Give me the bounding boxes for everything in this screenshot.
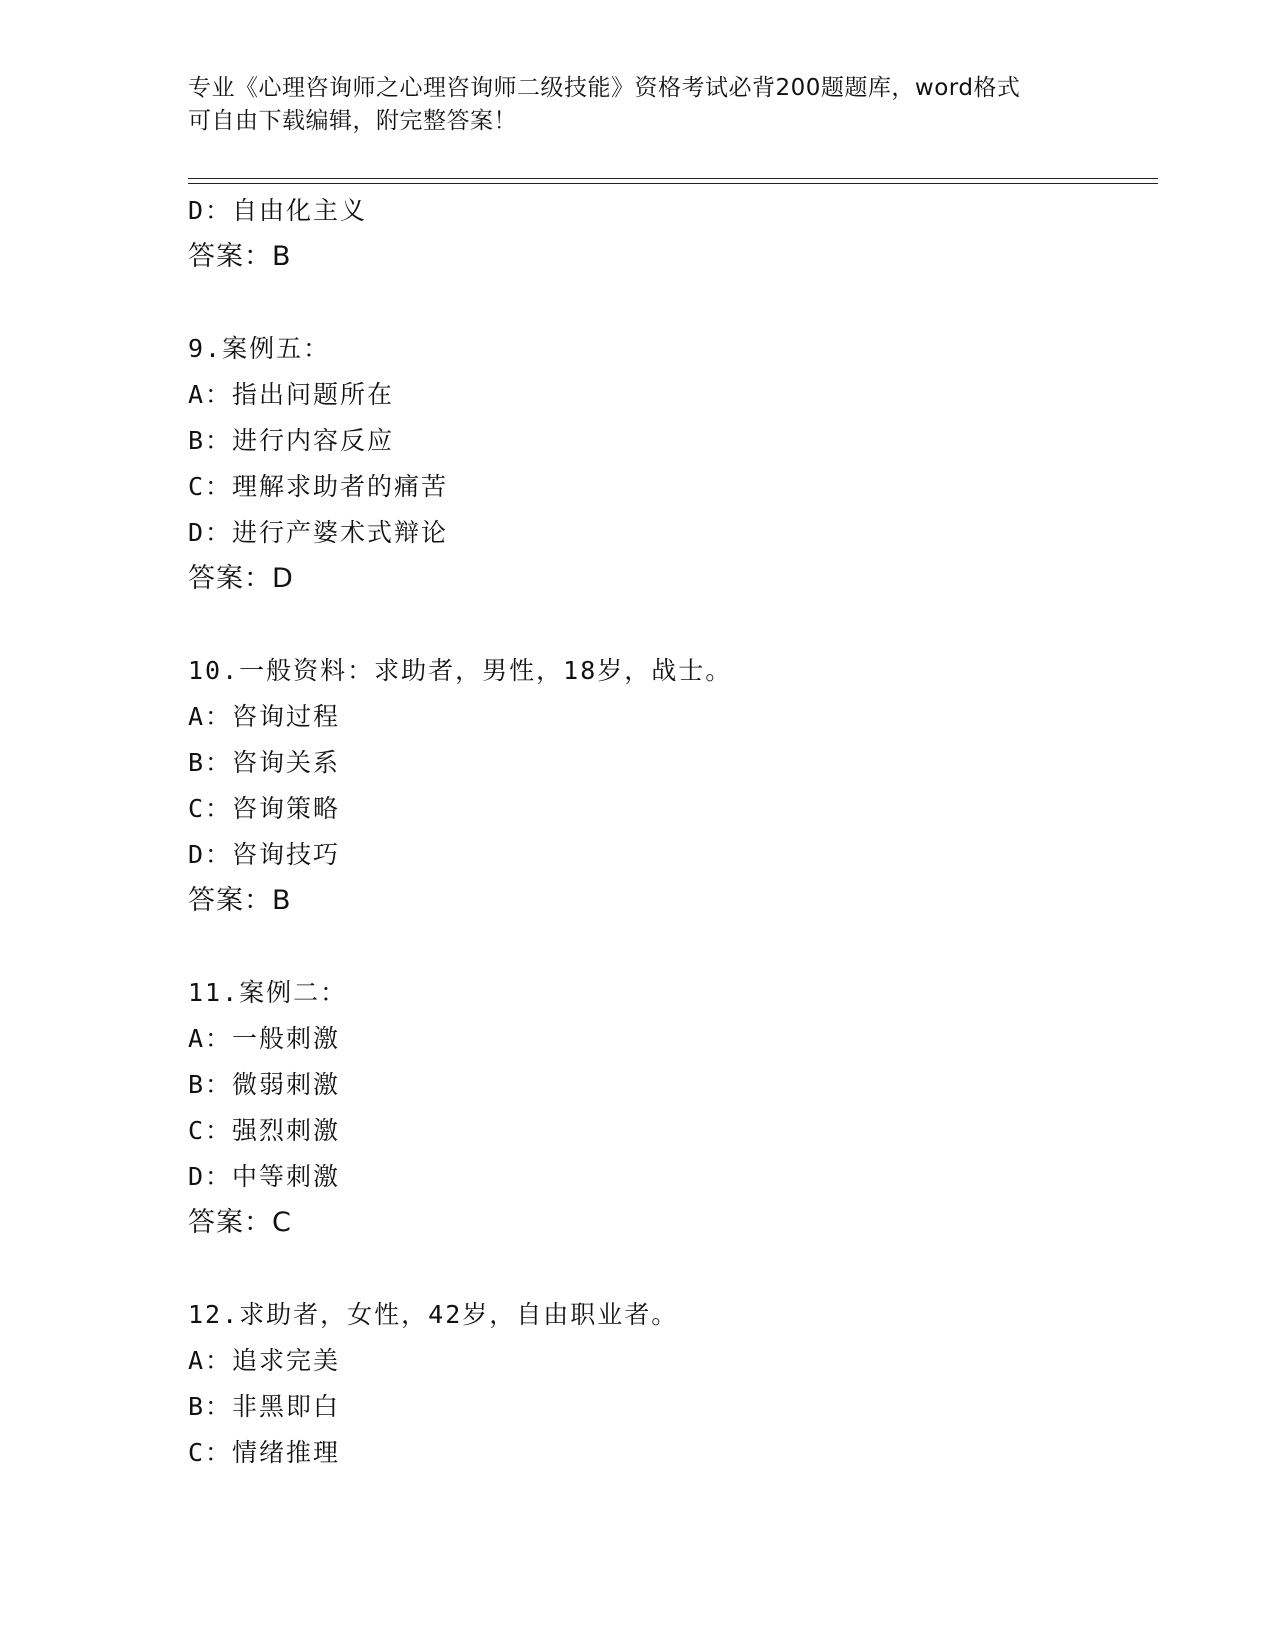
question-11: [188, 970, 1168, 1246]
question-title: 9.案例五：: [188, 334, 331, 363]
header-rule-top: [188, 178, 1158, 179]
spacer: [188, 280, 1168, 326]
option-a: A：指出问题所在: [188, 380, 395, 409]
answer: 答案：B: [188, 885, 292, 916]
question-title: 11.案例二：: [188, 978, 348, 1007]
option-b: B：微弱刺激: [188, 1070, 341, 1099]
header-rule-bottom: [188, 183, 1158, 184]
question-12: [188, 1292, 1168, 1476]
question-10: [188, 648, 1168, 924]
option-d: D：中等刺激: [188, 1162, 341, 1191]
option-b: B：非黑即白: [188, 1392, 341, 1421]
question-fragment: [188, 188, 1168, 280]
question-title: 12.求助者，女性，42岁，自由职业者。: [188, 1300, 679, 1329]
option-b: B：进行内容反应: [188, 426, 395, 455]
header-line-1: 专业《心理咨询师之心理咨询师二级技能》资格考试必背200题题库，word格式: [188, 75, 1021, 101]
option-c: C：强烈刺激: [188, 1116, 341, 1145]
spacer: [188, 602, 1168, 648]
option-b: B：咨询关系: [188, 748, 341, 777]
answer: 答案：D: [188, 563, 294, 594]
answer: 答案：B: [188, 241, 292, 272]
option-c: C：理解求助者的痛苦: [188, 472, 449, 501]
option-d: D：自由化主义: [188, 196, 368, 225]
option-a: A：咨询过程: [188, 702, 341, 731]
question-title: 10.一般资料：求助者，男性，18岁，战士。: [188, 656, 733, 685]
answer: 答案：C: [188, 1207, 292, 1238]
document-header: [188, 72, 1088, 138]
option-a: A：一般刺激: [188, 1024, 341, 1053]
spacer: [188, 924, 1168, 970]
header-line-2: 可自由下载编辑，附完整答案！: [188, 108, 517, 134]
option-c: C：咨询策略: [188, 794, 341, 823]
question-9: [188, 326, 1168, 602]
question-list: [188, 188, 1168, 1476]
option-d: D：咨询技巧: [188, 840, 341, 869]
option-a: A：追求完美: [188, 1346, 341, 1375]
spacer: [188, 1246, 1168, 1292]
option-d: D：进行产婆术式辩论: [188, 518, 449, 547]
option-c: C：情绪推理: [188, 1438, 341, 1467]
